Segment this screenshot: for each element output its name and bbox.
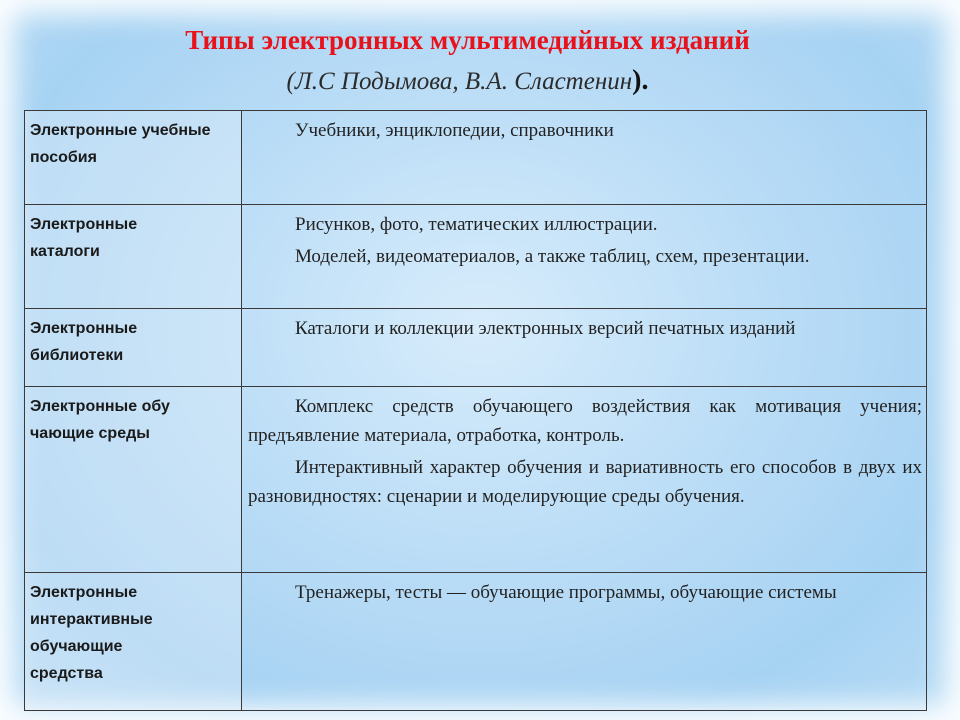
description-paragraph: Интерактивный характер обучения и вариативность его способов в двух их разновидностях: сценарии и моделирующие среды обучения. [248, 457, 922, 507]
type-cell [25, 205, 242, 309]
type-cell [25, 573, 242, 711]
subtitle-close: ). [632, 65, 649, 96]
type-label: Электронные библиотеки [30, 320, 138, 364]
type-label: Электронные каталоги [30, 216, 138, 260]
type-cell [25, 111, 242, 205]
type-label: Электронные интерактивные обучающие средства [30, 584, 153, 682]
table-row [25, 309, 927, 387]
description-cell [242, 573, 927, 711]
description-paragraph: Рисунков, фото, тематических иллюстрации. [295, 214, 658, 235]
description-cell [242, 205, 927, 309]
type-label: Электронные обу чающие среды [30, 398, 170, 442]
slide-title: Типы электронных мультимедийных изданий [185, 25, 750, 55]
description-paragraph: Каталоги и коллекции электронных версий печатных изданий [295, 318, 796, 339]
type-cell [25, 309, 242, 387]
description-paragraph: Учебники, энциклопедии, справочники [295, 120, 614, 141]
type-label: Электронные учебные пособия [30, 122, 211, 166]
description-cell [242, 387, 927, 573]
table-row [25, 387, 927, 573]
table-row [25, 573, 927, 711]
description-paragraph: Комплекс средств обучающего воздействия как мотивация учения; предъявление материала, отработка, контроль. [248, 396, 922, 446]
slide-subtitle [0, 66, 935, 97]
types-table [24, 110, 927, 711]
description-paragraph: Тренажеры, тесты — обучающие программы, обучающие системы [295, 582, 837, 603]
description-cell [242, 111, 927, 205]
subtitle-authors: (Л.С Подымова, В.А. Сластенин [286, 68, 633, 95]
description-cell [242, 309, 927, 387]
description-paragraph: Моделей, видеоматериалов, а также таблиц, схем, презентации. [295, 246, 810, 267]
table-row [25, 111, 927, 205]
table-row [25, 205, 927, 309]
type-cell [25, 387, 242, 573]
